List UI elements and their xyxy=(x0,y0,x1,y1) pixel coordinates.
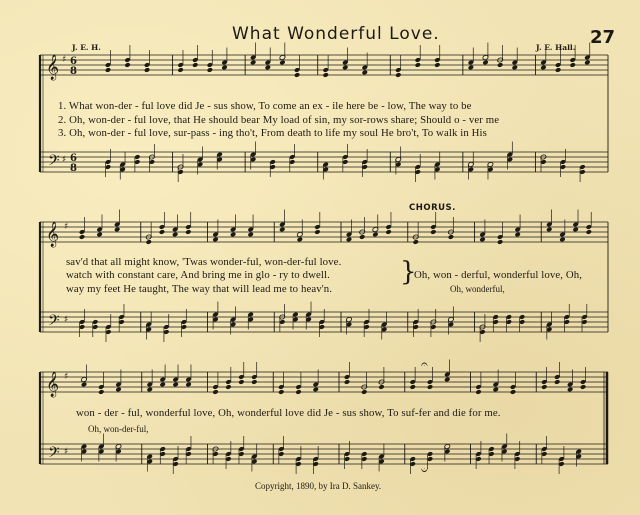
treble-clef: 𝄞 xyxy=(46,372,60,397)
note-head-chord xyxy=(434,62,440,68)
note-head-chord xyxy=(159,229,165,235)
note-head-chord xyxy=(342,65,348,71)
note-head-chord xyxy=(212,389,218,395)
note-head-chord xyxy=(430,229,436,235)
key-sharp: ♯ xyxy=(64,222,69,232)
note-head-chord xyxy=(554,379,560,385)
note-head-chord xyxy=(105,67,111,73)
note-head-chord xyxy=(468,65,474,71)
note-head-chord xyxy=(359,234,365,240)
key-sharp: ♯ xyxy=(64,315,69,325)
bass-cue-1: Oh, wonderful, xyxy=(450,284,505,294)
copyright-notice: Copyright, 1890, by Ira D. Sankey. xyxy=(255,481,382,491)
note-head-chord xyxy=(497,239,503,245)
note-head-chord xyxy=(225,384,231,390)
note-head-chord xyxy=(546,227,552,233)
chorus-lyric-line-2: won - der - ful, wonderful love, Oh, wonderful love did Je - sus show, To suf-fer and die for me. xyxy=(76,407,501,419)
note-head-chord xyxy=(314,229,320,235)
note-head-chord xyxy=(147,387,153,393)
note-head-chord xyxy=(569,62,575,68)
note-head-chord xyxy=(313,387,319,393)
music-credit: J. E. Hall. xyxy=(536,43,576,52)
note-head-chord xyxy=(514,232,520,238)
note-head-chord xyxy=(322,72,328,78)
note-head-chord xyxy=(247,232,253,238)
note-head-chord xyxy=(230,232,236,238)
note-head-chord xyxy=(279,227,285,233)
note-head-chord xyxy=(238,379,244,385)
note-head-chord xyxy=(297,237,303,243)
note-head-chord xyxy=(344,379,350,385)
hymn-title: What Wonderful Love. xyxy=(232,24,440,44)
note-head-chord xyxy=(146,239,152,245)
note-head-chord xyxy=(586,229,592,235)
fermata-mark: 𝄐 xyxy=(421,357,428,371)
time-sig-bottom: 8 xyxy=(70,66,77,77)
chorus-lyric-line: Oh, won - derful, wonderful love, Oh, xyxy=(414,269,583,281)
words-credit: J. E. H. xyxy=(72,43,101,52)
note-head-chord xyxy=(346,237,352,243)
note-head-chord xyxy=(279,60,285,66)
note-head-chord xyxy=(295,389,301,395)
page-number: 27 xyxy=(590,27,616,48)
verse-1-line-2: sav'd that all might know, 'Twas wonder-ful, won-der-ful love. xyxy=(66,256,342,268)
note-head-chord xyxy=(541,384,547,390)
note-head-chord xyxy=(221,65,227,71)
note-head-chord xyxy=(115,387,121,393)
note-head-chord xyxy=(555,67,561,73)
note-head-chord xyxy=(479,237,485,243)
note-head-chord xyxy=(98,389,104,395)
note-head-chord xyxy=(448,234,454,240)
note-head-chord xyxy=(395,72,401,78)
note-head-chord xyxy=(172,232,178,238)
bass-cue-2: Oh, won-der-ful, xyxy=(88,424,149,434)
note-head-chord xyxy=(372,232,378,238)
note-head-chord xyxy=(362,70,368,76)
note-head-chord xyxy=(410,384,416,390)
key-sharp: ♯ xyxy=(64,372,69,382)
note-head-chord xyxy=(79,234,85,240)
note-head-chord xyxy=(540,65,546,71)
treble-clef: 𝄞 xyxy=(46,222,60,247)
key-sharp: ♯ xyxy=(62,155,67,165)
note-head-chord xyxy=(415,62,421,68)
note-head-chord xyxy=(497,62,503,68)
note-head-chord xyxy=(177,67,183,73)
note-head-chord xyxy=(96,232,102,238)
note-head-chord xyxy=(192,62,198,68)
bass-clef: 𝄢 xyxy=(48,152,60,173)
bass-clef: 𝄢 xyxy=(48,444,60,465)
chorus-label: CHORUS. xyxy=(409,203,456,213)
note-head-chord xyxy=(185,382,191,388)
verse-2-line-1: 2. Oh, won-der - ful love, that He should bear My load of sin, my sor-rows share; Should o - ver me xyxy=(58,114,500,126)
note-head-chord xyxy=(378,384,384,390)
note-head-chord xyxy=(81,382,87,388)
note-head-chord xyxy=(251,379,257,385)
note-head-chord xyxy=(144,67,150,73)
note-head-chord xyxy=(493,387,499,393)
treble-clef: 𝄞 xyxy=(46,55,60,80)
verse-2-line-2: watch with constant care, And bring me in glo - ry to dwell. xyxy=(66,269,330,281)
time-sig-bottom: 8 xyxy=(70,163,77,174)
note-head-chord xyxy=(482,60,488,66)
time-sig-top: 6 xyxy=(70,56,77,67)
verse-1-line-1: 1. What won-der - ful love did Je - sus show, To come an ex - ile here be - low, The way to be xyxy=(58,100,472,112)
note-head-chord xyxy=(559,237,565,243)
verse-brace: } xyxy=(400,257,417,287)
note-head-chord xyxy=(584,60,590,66)
note-head-chord xyxy=(265,65,271,71)
note-head-chord xyxy=(427,384,433,390)
note-head-chord xyxy=(567,387,573,393)
key-sharp: ♯ xyxy=(62,55,67,65)
note-head-chord xyxy=(185,229,191,235)
note-head-chord xyxy=(580,384,586,390)
note-head-chord xyxy=(572,227,578,233)
note-head-chord xyxy=(124,62,130,68)
note-head-chord xyxy=(444,377,450,383)
note-head-chord xyxy=(512,65,518,71)
note-head-chord xyxy=(207,67,213,73)
note-head-chord xyxy=(250,60,256,66)
time-sig-top: 6 xyxy=(70,153,77,164)
note-head-chord xyxy=(294,72,300,78)
note-head-chord xyxy=(385,229,391,235)
note-head-chord xyxy=(361,389,367,395)
note-head-chord xyxy=(114,227,120,233)
note-head-chord xyxy=(413,239,419,245)
note-head-chord xyxy=(159,382,165,388)
verse-3-line-2: way my feet He taught, The way that will lead me to heav'n. xyxy=(66,283,333,295)
note-head-chord xyxy=(475,389,481,395)
bass-clef: 𝄢 xyxy=(48,312,60,333)
note-head-chord xyxy=(172,382,178,388)
note-head-chord xyxy=(278,389,284,395)
key-sharp: ♯ xyxy=(64,447,69,457)
note-head-chord xyxy=(510,389,516,395)
note-head-chord xyxy=(212,237,218,243)
verse-3-line-1: 3. Oh, won-der - ful love, sur-pass - ing tho't, From death to life my soul He bro't, To walk in His xyxy=(58,127,487,139)
fermata-mark: 𝄑 xyxy=(421,463,428,477)
